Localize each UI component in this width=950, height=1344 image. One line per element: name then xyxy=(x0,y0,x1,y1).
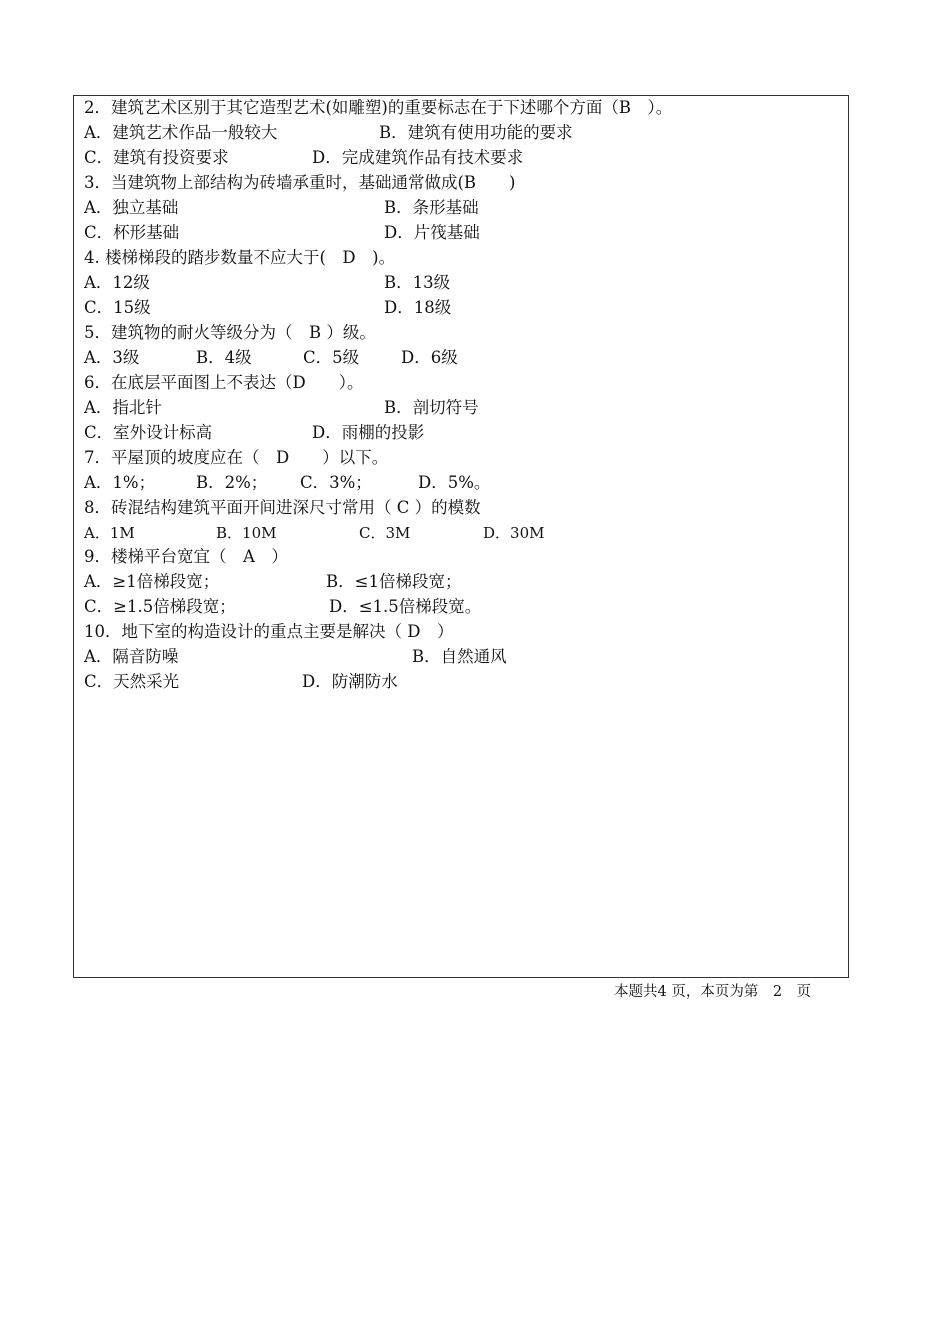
q6-option-d: D．雨棚的投影 xyxy=(312,423,425,442)
q4-option-d: D．18级 xyxy=(384,298,452,317)
q6-option-a: A．指北针 xyxy=(84,398,162,417)
q2-option-a: A．建筑艺术作品一般较大 xyxy=(84,123,278,142)
q8-option-c: C．3M xyxy=(359,524,411,542)
question-9-stem: 9．楼梯平台宽宜（ A ） xyxy=(84,547,288,566)
q4-option-a: A．12级 xyxy=(84,273,150,292)
question-5-stem: 5．建筑物的耐火等级分为（ B ）级。 xyxy=(84,323,376,342)
question-3-stem: 3．当建筑物上部结构为砖墙承重时，基础通常做成(B ) xyxy=(84,173,516,192)
q6-option-b: B．剖切符号 xyxy=(384,398,479,417)
q10-option-d: D．防潮防水 xyxy=(302,672,398,691)
q9-option-b: B．≤1倍梯段宽； xyxy=(326,572,462,591)
q7-option-d: D．5%。 xyxy=(418,473,491,492)
q2-option-d: D．完成建筑作品有技术要求 xyxy=(312,148,524,167)
q10-option-b: B．自然通风 xyxy=(412,647,507,666)
q10-option-c: C．天然采光 xyxy=(84,672,180,691)
q6-option-c: C．室外设计标高 xyxy=(84,423,213,442)
q3-option-c: C．杯形基础 xyxy=(84,223,180,242)
question-4-stem: 4. 楼梯梯段的踏步数量不应大于( D )。 xyxy=(84,248,396,267)
q10-option-a: A．隔音防噪 xyxy=(84,647,179,666)
question-2-stem: 2．建筑艺术区别于其它造型艺术(如雕塑)的重要标志在于下述哪个方面（B ）。 xyxy=(84,98,673,117)
q4-option-b: B．13级 xyxy=(384,273,451,292)
q2-option-b: B．建筑有使用功能的要求 xyxy=(379,123,573,142)
q3-option-b: B．条形基础 xyxy=(384,198,479,217)
question-6-stem: 6．在底层平面图上不表达（D ）。 xyxy=(84,373,364,392)
q3-option-a: A．独立基础 xyxy=(84,198,179,217)
q5-option-d: D．6级 xyxy=(401,348,458,367)
question-7-stem: 7．平屋顶的坡度应在（ D ）以下。 xyxy=(84,448,389,467)
q9-option-a: A．≥1倍梯段宽； xyxy=(84,572,220,591)
q5-option-b: B．4级 xyxy=(196,348,252,367)
q9-option-d: D．≤1.5倍梯段宽。 xyxy=(329,597,482,616)
q7-option-b: B．2%； xyxy=(196,473,268,492)
q8-option-d: D．30M xyxy=(483,524,545,542)
page-footer: 本题共4 页，本页为第 2 页 xyxy=(614,984,812,1000)
question-10-stem: 10．地下室的构造设计的重点主要是解决（ D ） xyxy=(84,622,454,641)
q3-option-d: D．片筏基础 xyxy=(384,223,480,242)
q9-option-c: C．≥1.5倍梯段宽； xyxy=(84,597,236,616)
q5-option-c: C．5级 xyxy=(303,348,360,367)
q7-option-a: A．1%； xyxy=(84,473,156,492)
q5-option-a: A．3级 xyxy=(84,348,140,367)
q8-option-b: B．10M xyxy=(216,524,277,542)
q7-option-c: C．3%； xyxy=(300,473,372,492)
q2-option-c: C．建筑有投资要求 xyxy=(84,148,229,167)
q8-option-a: A．1M xyxy=(84,524,135,542)
question-8-stem: 8．砖混结构建筑平面开间进深尺寸常用（ C ）的模数 xyxy=(84,498,481,517)
q4-option-c: C．15级 xyxy=(84,298,151,317)
